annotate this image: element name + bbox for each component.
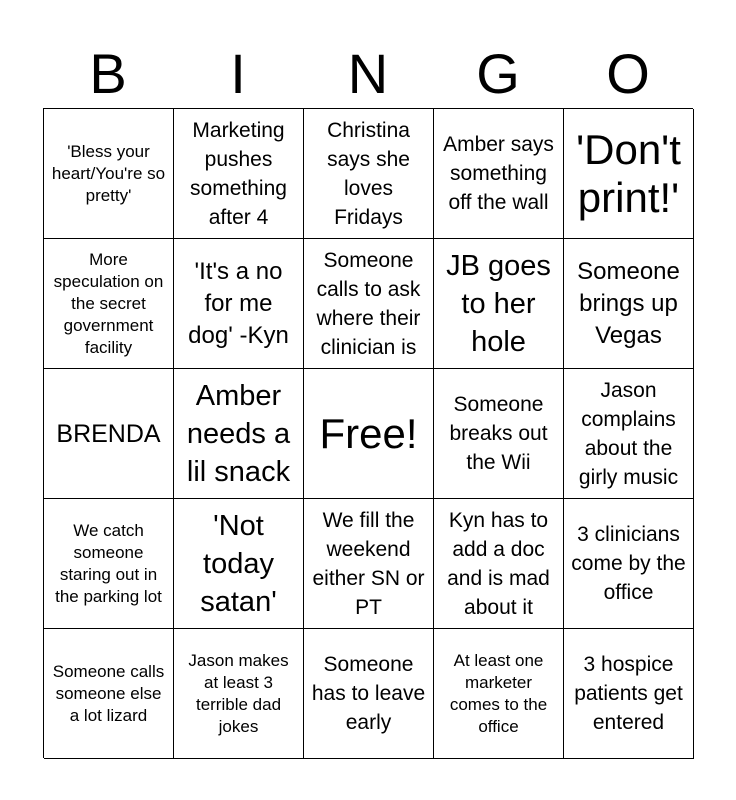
cell-text: Jason complains about the girly music xyxy=(578,378,679,489)
bingo-cell[interactable] xyxy=(564,369,694,499)
cell-text: 3 hospice patients get entered xyxy=(574,653,683,734)
cell-text: Someone calls to ask where their clinician is xyxy=(316,248,421,359)
cell-text: Someone brings up Vegas xyxy=(577,257,680,349)
bingo-cell[interactable] xyxy=(174,239,304,369)
cell-text: Christina says she loves Fridays xyxy=(327,118,410,229)
header-letter-b: B xyxy=(89,42,127,105)
cell-text: 3 clinicians come by the office xyxy=(571,523,686,604)
header-letter-i: I xyxy=(230,42,246,105)
bingo-card-grid xyxy=(43,108,693,758)
cell-text: Kyn has to add a doc and is mad about it xyxy=(447,508,550,619)
header-letter-g: G xyxy=(476,42,520,105)
bingo-cell[interactable] xyxy=(174,499,304,629)
cell-text: Amber says something off the wall xyxy=(443,133,554,214)
bingo-cell[interactable] xyxy=(434,369,564,499)
cell-text: We fill the weekend either SN or PT xyxy=(312,508,425,619)
bingo-cell[interactable] xyxy=(564,499,694,629)
bingo-cell[interactable] xyxy=(304,109,434,239)
bingo-cell[interactable] xyxy=(44,499,174,629)
cell-text: JB goes to her hole xyxy=(446,249,551,358)
cell-text: Marketing pushes something after 4 xyxy=(190,118,287,229)
bingo-cell[interactable] xyxy=(44,629,174,759)
bingo-cell[interactable] xyxy=(304,499,434,629)
header-letter-n: N xyxy=(347,42,389,105)
bingo-cell[interactable] xyxy=(174,629,304,759)
free-space-cell[interactable] xyxy=(304,369,434,499)
header-letter-o: O xyxy=(606,42,650,105)
bingo-cell[interactable] xyxy=(44,109,174,239)
bingo-header xyxy=(43,40,693,108)
cell-text: 'Don't print!' xyxy=(576,125,681,221)
bingo-cell[interactable] xyxy=(304,239,434,369)
bingo-cell[interactable] xyxy=(434,629,564,759)
bingo-cell[interactable] xyxy=(44,369,174,499)
bingo-cell[interactable] xyxy=(174,369,304,499)
cell-text: Someone calls someone else a lot lizard xyxy=(52,661,165,725)
cell-text: Jason makes at least 3 terrible dad jokes xyxy=(188,650,289,736)
bingo-cell[interactable] xyxy=(304,629,434,759)
bingo-cell[interactable] xyxy=(434,109,564,239)
bingo-cell[interactable] xyxy=(44,239,174,369)
cell-text: Someone has to leave early xyxy=(311,653,426,734)
cell-text: We catch someone staring out in the parking lot xyxy=(55,520,162,606)
cell-text: 'Bless your heart/You're so pretty' xyxy=(51,141,166,205)
cell-text: BRENDA xyxy=(56,419,161,448)
cell-text: More speculation on the secret government facility xyxy=(53,249,164,357)
cell-text: Someone breaks out the Wii xyxy=(449,393,548,474)
bingo-cell[interactable] xyxy=(564,109,694,239)
bingo-cell[interactable] xyxy=(564,239,694,369)
cell-text: At least one marketer comes to the office xyxy=(449,650,548,736)
bingo-cell[interactable] xyxy=(564,629,694,759)
cell-text: Free! xyxy=(319,409,418,457)
cell-text: 'It's a no for me dog' -Kyn xyxy=(188,257,289,349)
bingo-cell[interactable] xyxy=(174,109,304,239)
cell-text: 'Not today satan' xyxy=(200,509,277,618)
cell-text: Amber needs a lil snack xyxy=(186,379,291,488)
bingo-cell[interactable] xyxy=(434,499,564,629)
bingo-cell[interactable] xyxy=(434,239,564,369)
